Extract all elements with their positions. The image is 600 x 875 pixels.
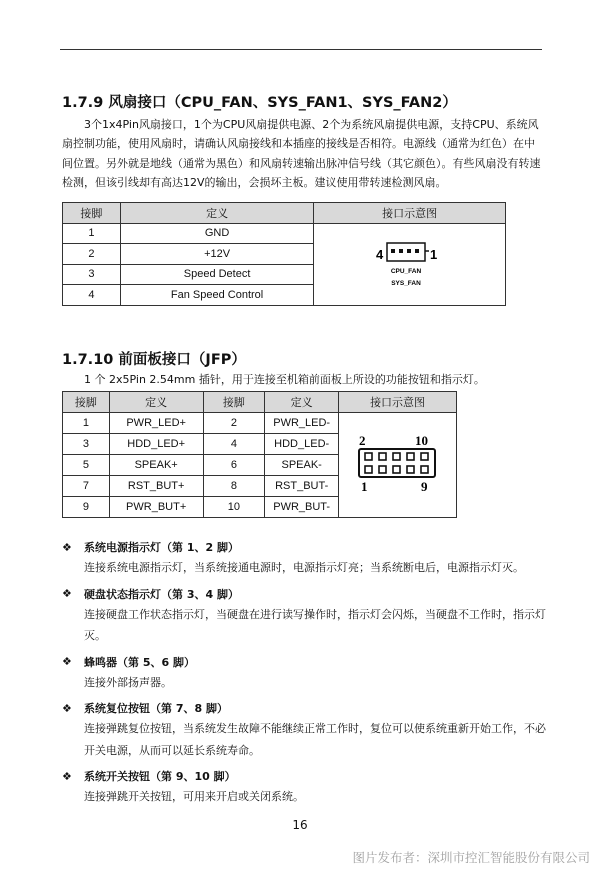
header-pin: 接脚 bbox=[63, 392, 110, 413]
jfp-pin-table bbox=[62, 391, 457, 518]
header-definition: 定义 bbox=[120, 203, 313, 224]
header-definition: 定义 bbox=[265, 392, 339, 413]
pin-cell: 2 bbox=[203, 412, 265, 433]
diagram-pin-left-number: 4 bbox=[375, 246, 383, 262]
definition-cell: SPEAK+ bbox=[109, 454, 203, 475]
list-item-heading: 系统开关按钮（第 9、10 脚） bbox=[84, 770, 236, 783]
definition-cell: Speed Detect bbox=[120, 264, 313, 285]
list-item-heading: 硬盘状态指示灯（第 3、4 脚） bbox=[84, 587, 239, 601]
jfp-connector-icon bbox=[353, 431, 443, 495]
diagram-label-top-left: 2 bbox=[358, 433, 366, 448]
list-item-body: 连接硬盘工作状态指示灯，当硬盘在进行读写操作时，指示灯会闪烁，当硬盘不工作时，指示灯灭。 bbox=[84, 607, 546, 642]
diagram-label-top-right: 10 bbox=[414, 433, 428, 448]
table-header-row bbox=[63, 203, 506, 224]
jfp-connector-diagram bbox=[339, 412, 457, 517]
definition-cell: SPEAK- bbox=[265, 454, 339, 475]
list-item bbox=[62, 652, 552, 694]
diagram-label-cpu-fan: CPU_FAN bbox=[390, 267, 421, 275]
definition-cell: RST_BUT- bbox=[265, 475, 339, 496]
pin-cell: 8 bbox=[203, 475, 265, 496]
definition-cell: PWR_LED- bbox=[265, 412, 339, 433]
fan-description: 3个1x4Pin风扇接口，1个为CPU风扇提供电源、2个为系统风扇提供电源，支持CPU、系统风扇控制功能，使用风扇时，请确认风扇接线和本插座的接线是否相符。电源线（通常为红色）在中间位置。另外就是地线（通常为黑色）和风扇转速输出脉冲信号线（其它颜色）。有些风扇没有转速检测，但该引线却有高达12V的输出，会损坏主板。建议使用带转速检测风扇。 bbox=[62, 118, 541, 189]
pin-cell: 10 bbox=[203, 496, 265, 517]
list-item bbox=[62, 698, 552, 761]
pin-cell: 4 bbox=[63, 285, 121, 306]
pin-cell: 1 bbox=[63, 223, 121, 244]
diagram-pin-right-number: 1 bbox=[429, 246, 437, 262]
definition-cell: HDD_LED+ bbox=[109, 433, 203, 454]
diamond-bullet-icon: ❖ bbox=[62, 769, 72, 783]
fan-connector-diagram bbox=[314, 223, 506, 305]
definition-cell: HDD_LED- bbox=[265, 433, 339, 454]
fan-section-title: 1.7.9 风扇接口（CPU_FAN、SYS_FAN1、SYS_FAN2） bbox=[62, 95, 457, 111]
definition-cell: PWR_LED+ bbox=[109, 412, 203, 433]
pin-cell: 7 bbox=[63, 475, 110, 496]
diagram-label-bottom-right: 9 bbox=[420, 479, 428, 494]
table-row bbox=[63, 223, 506, 244]
definition-cell: Fan Speed Control bbox=[120, 285, 313, 306]
header-definition: 定义 bbox=[109, 392, 203, 413]
pin-cell: 6 bbox=[203, 454, 265, 475]
list-item bbox=[62, 584, 552, 647]
list-item-body: 连接弹跳复位按钮，当系统发生故障不能继续正常工作时，复位可以使系统重新开始工作，不必开关电源，从而可以延长系统寿命。 bbox=[84, 722, 546, 757]
list-item-heading: 蜂鸣器（第 5、6 脚） bbox=[84, 655, 195, 669]
list-item-heading: 系统复位按钮（第 7、8 脚） bbox=[84, 702, 228, 715]
diagram-label-bottom-left: 1 bbox=[360, 479, 368, 494]
diagram-label-sys-fan: SYS_FAN bbox=[390, 279, 421, 287]
list-item bbox=[62, 537, 552, 579]
fan-connector-icon bbox=[370, 231, 450, 295]
definition-cell: PWR_BUT+ bbox=[109, 496, 203, 517]
list-item-body: 连接系统电源指示灯，当系统接通电源时，电源指示灯亮；当系统断电后，电源指示灯灭。 bbox=[84, 561, 524, 574]
list-item-body: 连接弹跳开关按钮，可用来开启或关闭系统。 bbox=[84, 790, 304, 803]
pin-cell: 3 bbox=[63, 433, 110, 454]
definition-cell: +12V bbox=[120, 244, 313, 265]
header-pin: 接脚 bbox=[203, 392, 265, 413]
pin-cell: 3 bbox=[63, 264, 121, 285]
header-diagram: 接口示意图 bbox=[314, 203, 506, 224]
pin-cell: 4 bbox=[203, 433, 265, 454]
definition-cell: GND bbox=[120, 223, 313, 244]
diamond-bullet-icon: ❖ bbox=[62, 540, 72, 554]
pin-cell: 9 bbox=[63, 496, 110, 517]
table-row bbox=[63, 412, 457, 433]
diamond-bullet-icon: ❖ bbox=[62, 655, 72, 668]
pin-cell: 1 bbox=[63, 412, 110, 433]
diamond-bullet-icon: ❖ bbox=[62, 587, 72, 600]
list-item-body: 连接外部扬声器。 bbox=[84, 675, 172, 689]
fan-pin-table bbox=[62, 202, 506, 306]
diamond-bullet-icon: ❖ bbox=[62, 701, 72, 715]
definition-cell: PWR_BUT- bbox=[265, 496, 339, 517]
list-item-heading: 系统电源指示灯（第 1、2 脚） bbox=[84, 541, 239, 554]
header-pin: 接脚 bbox=[63, 203, 121, 224]
jfp-section-title: 1.7.10 前面板接口（JFP） bbox=[62, 352, 246, 368]
header-rule bbox=[60, 49, 542, 50]
list-item bbox=[62, 766, 552, 808]
jfp-description: 1 个 2x5Pin 2.54mm 插针，用于连接至机箱前面板上所设的功能按钮和指示灯。 bbox=[84, 373, 485, 386]
page-number: 16 bbox=[292, 818, 308, 832]
pin-cell: 2 bbox=[63, 244, 121, 265]
table-header-row bbox=[63, 392, 457, 413]
publisher-watermark: 图片发布者：深圳市控汇智能股份有限公司 bbox=[352, 850, 590, 865]
definition-cell: RST_BUT+ bbox=[109, 475, 203, 496]
header-diagram: 接口示意图 bbox=[339, 392, 457, 413]
pin-cell: 5 bbox=[63, 454, 110, 475]
pin-function-list bbox=[62, 537, 552, 813]
